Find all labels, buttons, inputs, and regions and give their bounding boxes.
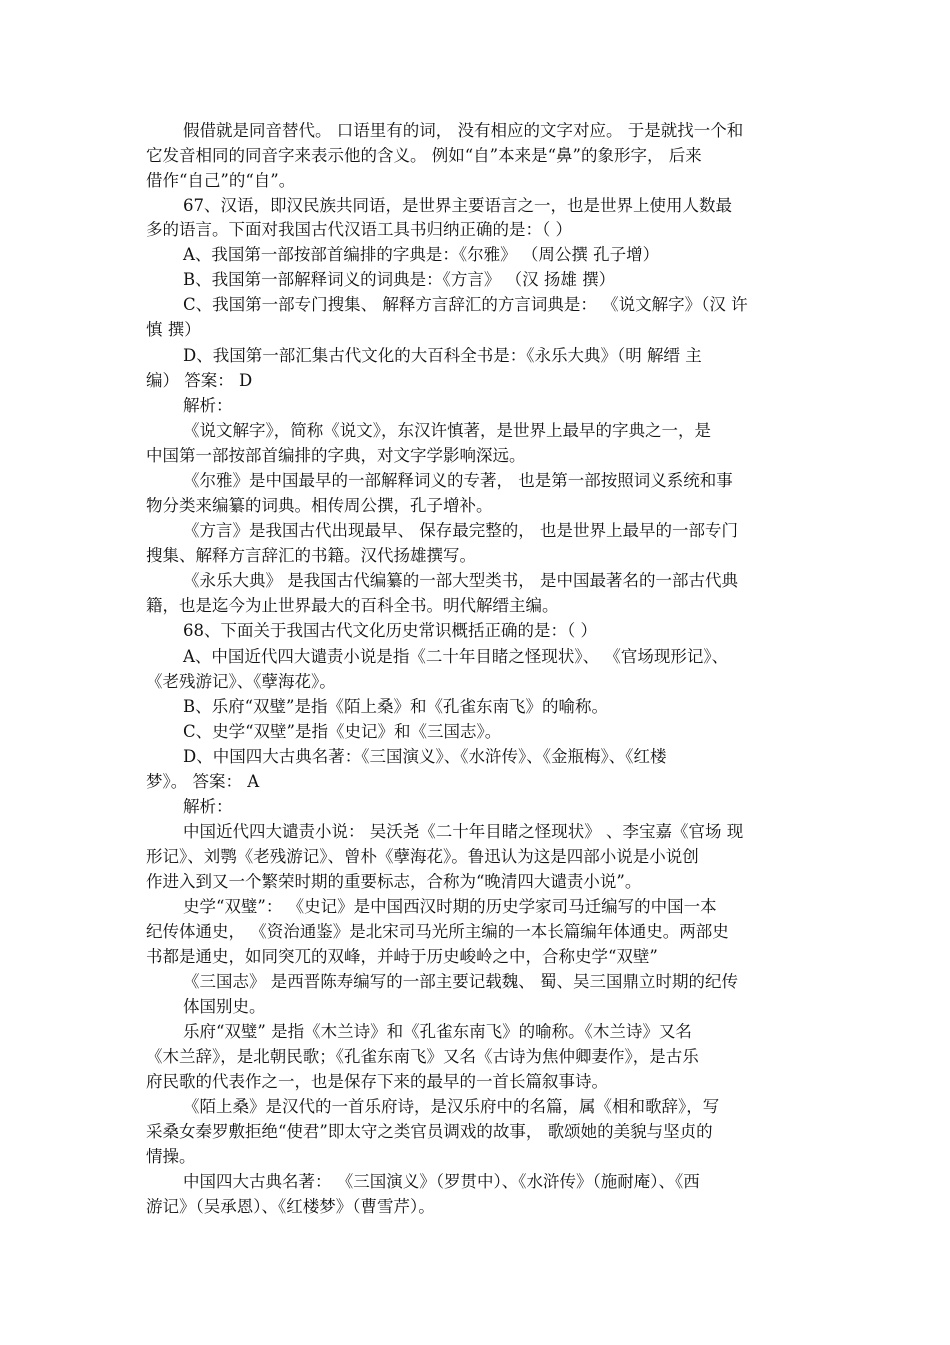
text-line: 《说文解字》，简称《说文》，东汉许慎著，是世界上最早的字典之一，是 (183, 421, 711, 440)
text-line: 体国别史。 (183, 997, 266, 1016)
text-line: B、我国第一部解释词义的词典是：《方言》 （汉 扬雄 撰） (183, 270, 616, 289)
text-line: D、我国第一部汇集古代文化的大百科全书是：《永乐大典》（明 解缙 主 (183, 346, 702, 365)
text-line: 68、下面关于我国古代文化历史常识概括正确的是：（ ） (183, 621, 597, 640)
text-line: 中国第一部按部首编排的字典，对文字学影响深远。 (146, 446, 526, 465)
text-line: 《尔雅》是中国最早的一部解释词义的专著， 也是第一部按照词义系统和事 (183, 471, 733, 490)
text-line: 搜集、解释方言辞汇的书籍。汉代扬雄撰写。 (146, 546, 476, 565)
text-line: 假借就是同音替代。 口语里有的词， 没有相应的文字对应。 于是就找一个和 (183, 121, 744, 140)
text-line: D、中国四大古典名著：《三国演义》、《水浒传》、《金瓶梅》、《红楼 (183, 747, 667, 766)
text-line: 慎 撰） (146, 320, 201, 339)
text-line: 《三国志》 是西晋陈寿编写的一部主要记载魏、 蜀、吴三国鼎立时期的纪传 (183, 972, 738, 991)
text-line: 它发音相同的同音字来表示他的含义。 例如“自”本来是“鼻”的象形字， 后来 (146, 146, 702, 165)
text-line: 情操。 (146, 1147, 196, 1166)
text-line: 多的语言。下面对我国古代汉语工具书归纳正确的是：（ ） (146, 220, 572, 239)
text-line: 府民歌的代表作之一，也是保存下来的最早的一首长篇叙事诗。 (146, 1072, 608, 1091)
text-line: 籍，也是迄今为止世界最大的百科全书。明代解缙主编。 (146, 596, 559, 615)
text-line: B、乐府“双璧”是指《陌上桑》和《孔雀东南飞》的喻称。 (183, 697, 608, 716)
text-line: 中国四大古典名著： 《三国演义》（罗贯中）、《水浒传》（施耐庵）、《西 (183, 1172, 700, 1191)
text-line: 编） 答案： D (146, 371, 253, 390)
text-line: 书都是通史，如同突兀的双峰，并峙于历史峻岭之中，合称史学“双壁” (146, 947, 658, 966)
text-line: 67、汉语，即汉民族共同语，是世界主要语言之一，也是世界上使用人数最 (183, 196, 732, 215)
text-line: 《方言》是我国古代出现最早、 保存最完整的， 也是世界上最早的一部专门 (183, 521, 738, 540)
text-line: C、史学“双壁”是指《史记》和《三国志》。 (183, 722, 502, 741)
text-line: 采桑女秦罗敷拒绝“使君”即太守之类官员调戏的故事， 歌颂她的美貌与坚贞的 (146, 1122, 713, 1141)
text-line: A、中国近代四大谴责小说是指《二十年目睹之怪现状》、 《官场现形记》、 (183, 647, 729, 666)
text-line: 中国近代四大谴责小说： 吴沃尧《二十年目睹之怪现状》 、李宝嘉《官场 现 (183, 822, 744, 841)
text-line: 游记》（吴承恩）、《红楼梦》（曹雪芹）。 (146, 1197, 435, 1216)
text-line: C、我国第一部专门搜集、 解释方言辞汇的方言词典是： 《说文解字》（汉 许 (183, 295, 748, 314)
text-line: 形记》、刘鹗《老残游记》、曾朴《孽海花》。鲁迅认为这是四部小说是小说创 (146, 847, 699, 866)
text-line: 解析： (183, 396, 233, 415)
text-line: 《老残游记》、《孽海花》。 (146, 672, 336, 691)
text-line: 解析： (183, 797, 233, 816)
text-line: 《永乐大典》 是我国古代编纂的一部大型类书， 是中国最著名的一部古代典 (183, 571, 738, 590)
text-line: 借作“自己”的“自”。 (146, 171, 296, 190)
text-line: 梦》。 答案： A (146, 772, 260, 791)
text-line: 作进入到又一个繁荣时期的重要标志，合称为“晚清四大谴责小说”。 (146, 872, 642, 891)
text-line: A、我国第一部按部首编排的字典是：《尔雅》 （周公撰 孔子增） (183, 245, 660, 264)
text-line: 《陌上桑》是汉代的一首乐府诗，是汉乐府中的名篇，属《相和歌辞》，写 (183, 1097, 720, 1116)
text-line: 物分类来编纂的词典。相传周公撰，孔子增补。 (146, 496, 493, 515)
text-line: 乐府“双璧” 是指《木兰诗》和《孔雀东南飞》的喻称。《木兰诗》又名 (183, 1022, 692, 1041)
text-line: 《木兰辞》，是北朝民歌；《孔雀东南飞》又名《古诗为焦仲卿妻作》，是古乐 (146, 1047, 699, 1066)
text-line: 纪传体通史， 《资治通鉴》是北宋司马光所主编的一本长篇编年体通史。两部史 (146, 922, 729, 941)
text-line: 史学“双璧”： 《史记》是中国西汉时期的历史学家司马迁编写的中国一本 (183, 897, 717, 916)
